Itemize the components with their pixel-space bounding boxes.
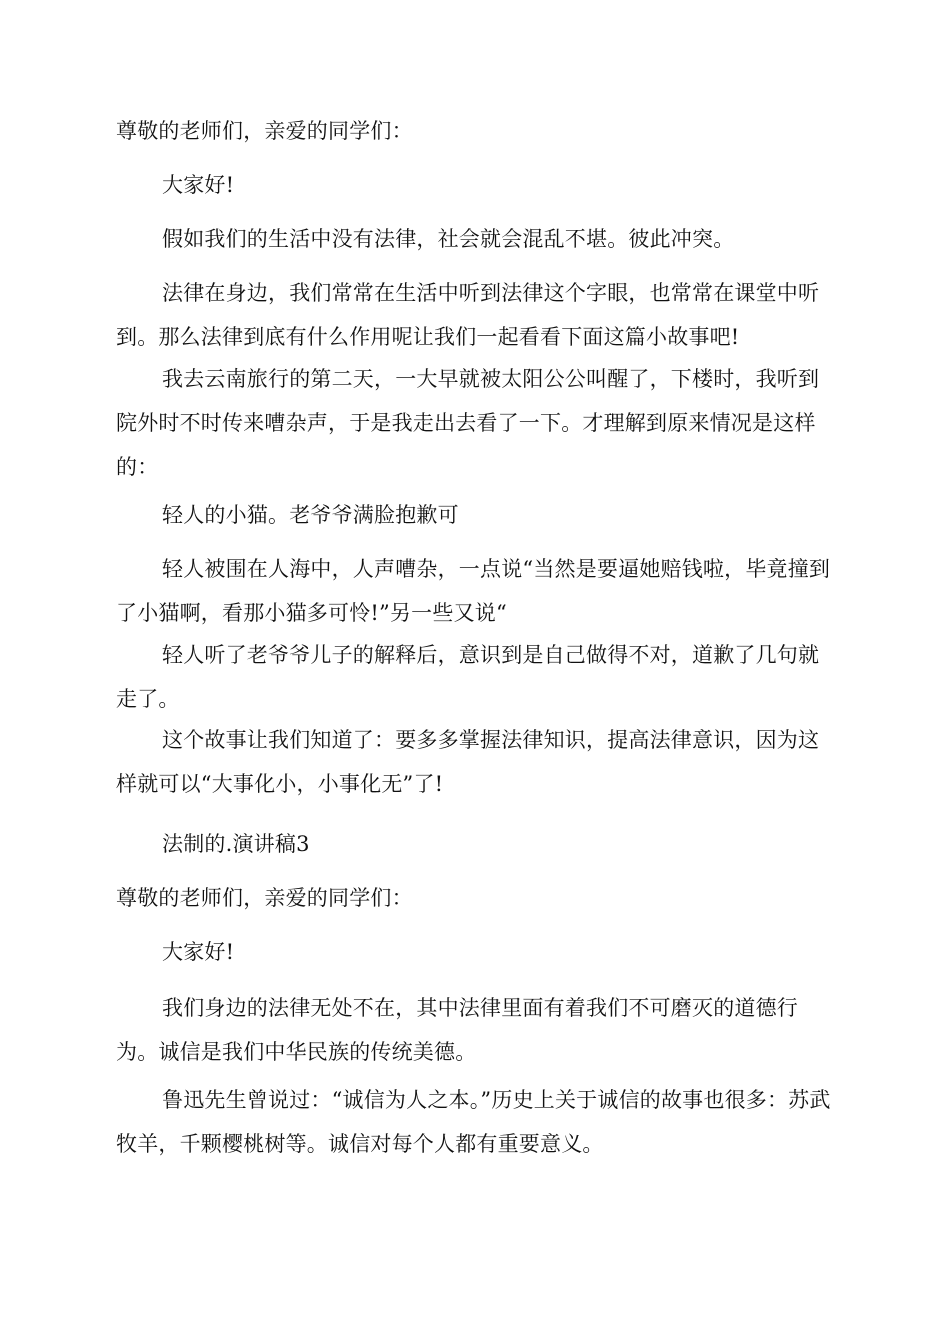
paragraph-crowd: 轻人被围在人海中，人声嘈杂，一点说“当然是要逼她赔钱啦，毕竟撞到了小猫啊，看那小猫多可怜!”另一些又说“ [116, 557, 831, 625]
paragraph-integrity: 我们身边的法律无处不在，其中法律里面有着我们不可磨灭的道德行为。诚信是我们中华民族的传统美德。 [116, 996, 798, 1064]
paragraph-law-around: 法律在身边，我们常常在生活中听到法律这个字眼，也常常在课堂中听到。那么法律到底有什么作用呢让我们一起看看下面这篇小故事吧! [116, 281, 820, 349]
paragraph-intro: 假如我们的生活中没有法律，社会就会混乱不堪。彼此冲突。 [162, 227, 735, 251]
paragraph-lesson: 这个故事让我们知道了：要多多掌握法律知识，提高法律意识，因为这样就可以“大事化小，小事化无”了! [116, 728, 820, 796]
greeting-2: 大家好! [162, 940, 235, 964]
salutation: 尊敬的老师们，亲爱的同学们： [116, 119, 413, 143]
paragraph-apology: 轻人听了老爷爷儿子的解释后，意识到是自己做得不对，道歉了几句就走了。 [116, 643, 820, 711]
paragraph-cat: 轻人的小猫。老爷爷满脸抱歉可 [162, 503, 459, 527]
greeting: 大家好! [162, 173, 235, 197]
salutation-2: 尊敬的老师们，亲爱的同学们： [116, 886, 413, 910]
section-heading: 法制的.演讲稿3 [162, 832, 310, 856]
paragraph-yunnan-trip: 我去云南旅行的第二天，一大早就被太阳公公叫醒了，下楼时，我听到院外时不时传来嘈杂声，于是我走出去看了一下。才理解到原来情况是这样的： [116, 367, 820, 479]
paragraph-luxun: 鲁迅先生曾说过：“诚信为人之本。”历史上关于诚信的故事也很多：苏武牧羊，千颗樱桃树等。诚信对每个人都有重要意义。 [116, 1088, 831, 1156]
